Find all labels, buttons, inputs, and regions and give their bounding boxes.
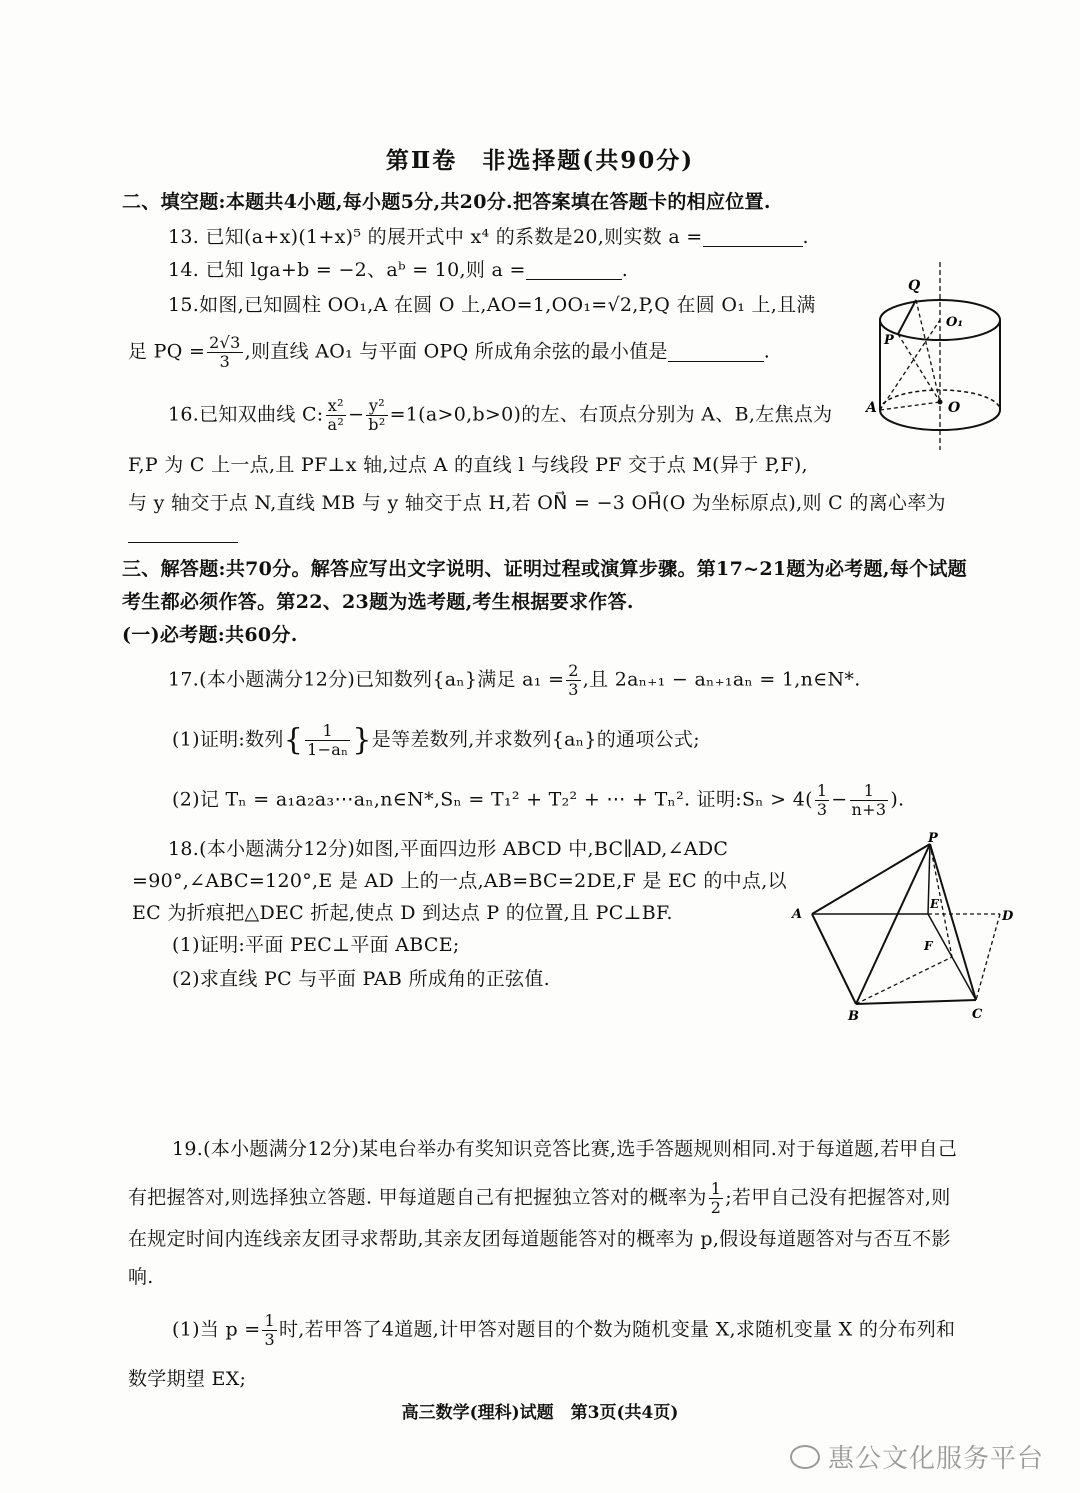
q13-end: . xyxy=(802,226,809,248)
q19-text-b: ;若甲自己没有把握答对,则 xyxy=(725,1186,951,1209)
wechat-icon xyxy=(790,1445,820,1469)
q15-answer-blank xyxy=(668,343,764,362)
q17-p2-n2: 1 xyxy=(850,782,889,801)
q17-text-a: 17.(本小题满分12分)已知数列{aₙ}满足 a₁ = xyxy=(168,668,565,691)
q17-p2-fraction-2 xyxy=(850,782,889,819)
question-16-line2: F,P 为 C 上一点,且 PF⊥x 轴,过点 A 的直线 l 与线段 PF 交于点 M(异于 P,F), xyxy=(128,454,808,476)
question-19-line4: 响. xyxy=(128,1266,154,1288)
fig1-label-O: O xyxy=(948,400,961,416)
question-16-line1 xyxy=(168,397,832,434)
q19-p1-num: 1 xyxy=(264,1311,275,1330)
section-title: 第Ⅱ卷 非选择题(共90分) xyxy=(385,147,695,174)
question-16-blank-line xyxy=(128,520,238,546)
q16-minus: − xyxy=(348,403,365,426)
q17-frac-num: 2 xyxy=(568,661,579,680)
section-fill-in-header: 二、填空题:本题共4小题,每小题5分,共20分.把答案填在答题卡的相应位置. xyxy=(122,191,771,213)
q19-p1-text-a: (1)当 p = xyxy=(172,1318,261,1341)
q17-frac-den: 3 xyxy=(568,680,579,699)
q16-answer-blank xyxy=(128,524,238,543)
fig2-label-C: C xyxy=(972,1007,983,1022)
section-solution-header-1: 三、解答题:共70分。解答应写出文字说明、证明过程或演算步骤。第17~21题为必考题,每个试题 xyxy=(122,558,967,580)
q16-text-a: 16.已知双曲线 C: xyxy=(168,403,324,426)
q19-p1-den: 3 xyxy=(264,1330,275,1349)
fig1-label-A: A xyxy=(866,400,877,416)
fig1-label-O1: O₁ xyxy=(946,315,964,330)
q17-p2-d1: 3 xyxy=(816,800,828,819)
fig2-label-E: E xyxy=(930,897,940,911)
question-17-part1 xyxy=(172,722,700,759)
question-13 xyxy=(168,224,809,250)
q19-p1-text-b: 时,若甲答了4道题,计甲答对题目的个数为随机变量 X,求随机变量 X 的分布列和 xyxy=(278,1318,956,1341)
q17-p1-text-b: 是等差数列,并求数列{aₙ}的通项公式; xyxy=(371,728,700,751)
q17-p1-rbrace: } xyxy=(352,722,372,758)
q13-answer-blank xyxy=(703,228,803,247)
question-18-line3: EC 为折痕把△DEC 折起,使点 D 到达点 P 的位置,且 PC⊥BF. xyxy=(132,902,673,924)
question-18-line2: =90°,∠ABC=120°,E 是 AD 上的一点,AB=BC=2DE,F 是 EC 的中点,以 xyxy=(132,870,787,892)
q15-text-a: 足 PQ = xyxy=(128,340,206,363)
q17-p2-text-b: ). xyxy=(890,788,905,811)
question-18-line1: 18.(本小题满分12分)如图,平面四边形 ABCD 中,BC∥AD,∠ADC xyxy=(168,838,729,860)
question-19-part1-line2: 数学期望 EX; xyxy=(128,1368,247,1390)
q17-p1-fraction xyxy=(305,722,350,759)
q17-p2-minus: − xyxy=(831,788,848,811)
q16-text-b: =1(a>0,b>0)的左、右顶点分别为 A、B,左焦点为 xyxy=(389,403,833,426)
q14-text: 14. 已知 lga+b = −2、aᵇ = 10,则 a = xyxy=(168,259,526,281)
q15-text-b: ,则直线 AO₁ 与平面 OPQ 所成角余弦的最小值是 xyxy=(244,340,668,363)
watermark-text: 惠公文化服务平台 xyxy=(828,1444,1045,1474)
q17-p1-den: 1−aₙ xyxy=(307,740,349,759)
question-17-line1 xyxy=(168,662,861,699)
q19-frac-den: 2 xyxy=(710,1198,722,1217)
q17-p2-d2: n+3 xyxy=(851,800,887,819)
q16-f1-num: x² xyxy=(326,397,347,416)
section-required-header: (一)必考题:共60分. xyxy=(122,624,298,646)
q16-f1-den: a² xyxy=(327,415,345,434)
question-18-part2: (2)求直线 PC 与平面 PAB 所成角的正弦值. xyxy=(172,968,550,990)
q15-frac-num: 2√3 xyxy=(209,333,241,352)
q19-text-a: 有把握答对,则选择独立答题. 甲每道题自己有把握独立答对的概率为 xyxy=(128,1186,707,1209)
page-footer: 高三数学(理科)试题 第3页(共4页) xyxy=(401,1403,679,1423)
q19-p1-fraction xyxy=(262,1312,276,1349)
question-18-part1: (1)证明:平面 PEC⊥平面 ABCE; xyxy=(172,934,460,956)
question-14 xyxy=(168,257,628,283)
q19-fraction xyxy=(709,1180,723,1217)
question-19-part1 xyxy=(172,1312,955,1349)
q17-text-b: ,且 2aₙ₊₁ − aₙ₊₁aₙ = 1,n∈N*. xyxy=(582,668,861,691)
q17-p1-text-a: (1)证明:数列 xyxy=(172,728,284,751)
q17-p1-lbrace: { xyxy=(283,722,304,758)
q15-frac-den: 3 xyxy=(219,352,231,371)
folded-quadrilateral-figure xyxy=(788,832,1020,1022)
fig1-label-P: P xyxy=(884,333,894,348)
question-19-line1: 19.(本小题满分12分)某电台举办有奖知识竞答比赛,选手答题规则相同.对于每道题,若甲自己 xyxy=(172,1138,958,1160)
q14-answer-blank xyxy=(526,261,622,280)
question-16-line3: 与 y 轴交于点 N,直线 MB 与 y 轴交于点 H,若 ON⃗ = −3 OH⃗(O 为坐标原点),则 C 的离心率为 xyxy=(128,492,946,514)
cylinder-figure xyxy=(862,262,1010,452)
watermark xyxy=(790,1438,1044,1475)
fig2-label-B: B xyxy=(848,1009,859,1022)
section-solution-header-2: 考生都必须作答。第22、23题为选考题,考生根据要求作答. xyxy=(122,591,634,613)
q15-end: . xyxy=(763,340,771,363)
q17-fraction xyxy=(566,662,580,699)
q15-fraction xyxy=(207,334,242,371)
fig1-label-Q: Q xyxy=(908,278,921,294)
q17-p2-fraction-1 xyxy=(815,782,829,819)
question-15-line2 xyxy=(128,334,770,371)
question-19-line2 xyxy=(128,1180,951,1217)
q16-f2-den: b² xyxy=(368,415,386,434)
q19-frac-num: 1 xyxy=(710,1179,722,1198)
q14-end: . xyxy=(621,259,629,281)
question-19-line3: 在规定时间内连线亲友团寻求帮助,其亲友团每道题能答对的概率为 p,假设每道题答对与否互不影 xyxy=(128,1228,951,1250)
q16-fraction-x xyxy=(326,397,347,434)
q17-p2-text-a: (2)记 Tₙ = a₁a₂a₃⋯aₙ,n∈N*,Sₙ = T₁² + T₂² + ⋯ + Tₙ². 证明:Sₙ > 4( xyxy=(172,788,813,811)
question-15-line1: 15.如图,已知圆柱 OO₁,A 在圆 O 上,AO=1,OO₁=√2,P,Q 在圆 O₁ 上,且满 xyxy=(168,294,816,316)
q13-text: 13. 已知(a+x)(1+x)⁵ 的展开式中 x⁴ 的系数是20,则实数 a = xyxy=(168,226,703,248)
q16-f2-num: y² xyxy=(366,397,387,416)
fig2-label-P: P xyxy=(928,832,938,846)
question-17-part2 xyxy=(172,782,904,819)
fig2-label-F: F xyxy=(924,939,933,953)
fig2-label-A: A xyxy=(792,907,803,922)
q17-p2-n1: 1 xyxy=(816,781,828,800)
fig2-label-D: D xyxy=(1002,909,1014,924)
q17-p1-num: 1 xyxy=(305,722,350,741)
q16-fraction-y xyxy=(366,397,387,434)
